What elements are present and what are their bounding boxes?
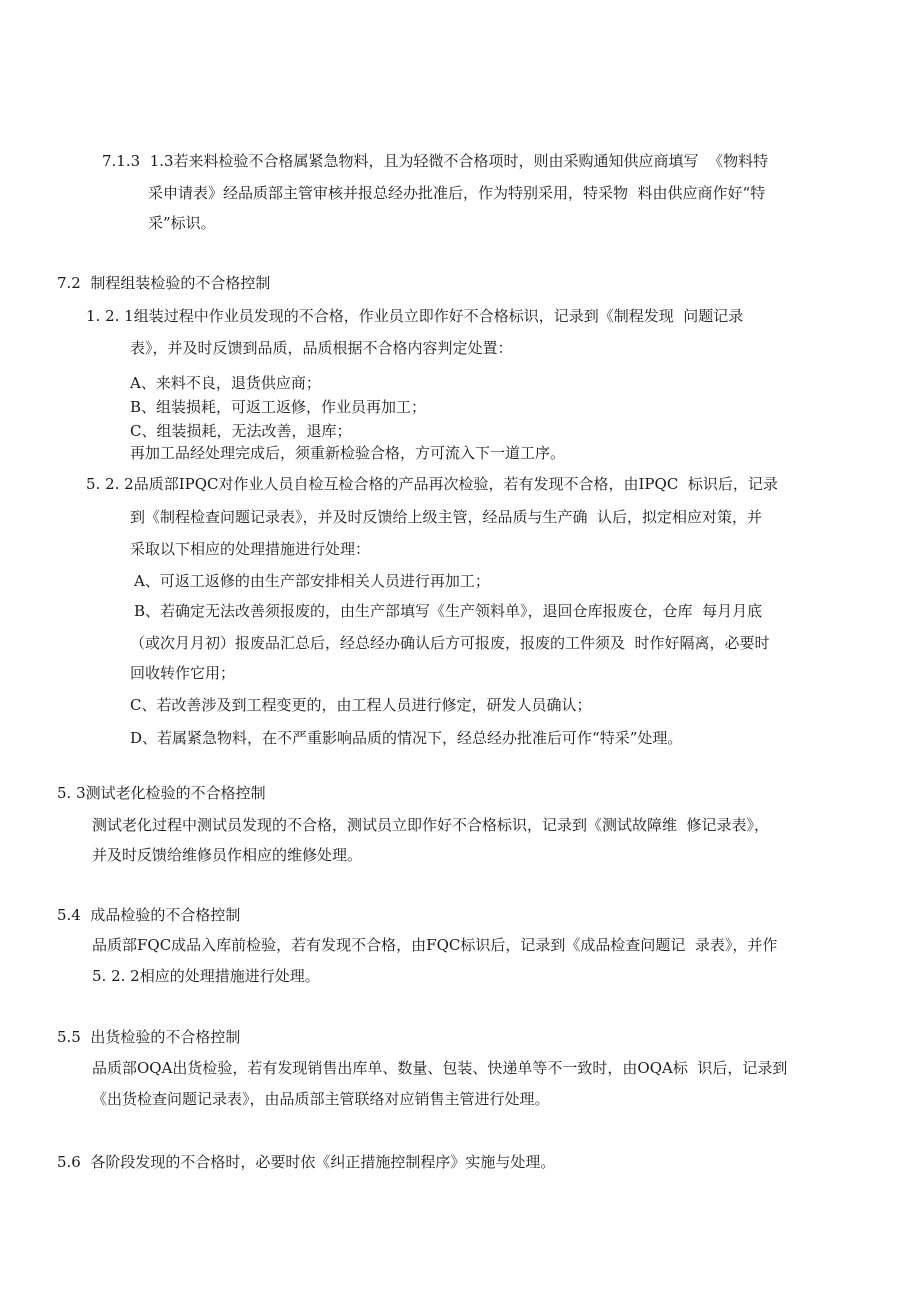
section-5-4-line-2: 5. 2. 2相应的处理措施进行处理。 xyxy=(92,967,320,985)
section-7-1-3-line-1: 7.1.3 1.3若来料检验不合格属紧急物料，且为轻微不合格项时，则由采购通知供应商填写 《物料特 xyxy=(102,152,769,170)
section-7-1-3-line-2: 采申请表》经品质部主管审核并报总经办批准后，作为特别采用，特采物 料由供应商作好“特 xyxy=(148,184,766,202)
section-5-5-heading: 5.5 出货检验的不合格控制 xyxy=(57,1028,241,1046)
item-5-2-2-option-d: D、若属紧急物料，在不严重影响品质的情况下，经总经办批准后可作“特采”处理。 xyxy=(130,729,683,747)
item-1-2-1-option-c: C、组装损耗，无法改善，退库； xyxy=(130,422,352,440)
item-1-2-1-option-b: B、组装损耗，可返工返修，作业员再加工； xyxy=(130,398,427,416)
section-7-2-heading: 7.2 制程组装检验的不合格控制 xyxy=(57,274,271,292)
item-5-2-2-line-1: 5. 2. 2品质部IPQC对作业人员自检互检合格的产品再次检验，若有发现不合格，由IPQC 标识后，记录 xyxy=(86,475,778,493)
section-5-6-heading: 5.6 各阶段发现的不合格时，必要时依《纠正措施控制程序》实施与处理。 xyxy=(57,1153,556,1171)
section-5-5-line-2: 《出货检查问题记录表》，由品质部主管联络对应销售主管进行处理。 xyxy=(92,1090,550,1108)
item-1-2-1-line-1: 1. 2. 1组装过程中作业员发现的不合格，作业员立即作好不合格标识，记录到《制程发现 问题记录 xyxy=(86,307,744,325)
section-5-4-heading: 5.4 成品检验的不合格控制 xyxy=(57,906,241,924)
item-1-2-1-option-a: A、来料不良，退货供应商； xyxy=(130,374,321,392)
item-5-2-2-option-a: A、可返工返修的由生产部安排相关人员进行再加工； xyxy=(134,572,490,590)
item-5-2-2-option-b-line-2: （或次月月初）报废品汇总后，经总经办确认后方可报废，报废的工件须及 时作好隔离，必要时 xyxy=(130,634,770,652)
section-5-5-line-1: 品质部OQA出货检验，若有发现销售出库单、数量、包装、快递单等不一致时，由OQA标 识后，记录到 xyxy=(92,1059,788,1077)
item-1-2-1-line-2: 表》，并及时反馈到品质，品质根据不合格内容判定处置： xyxy=(130,339,513,357)
item-5-2-2-line-3: 采取以下相应的处理措施进行处理： xyxy=(130,540,371,558)
section-7-1-3-line-3: 采”标识。 xyxy=(148,214,216,232)
section-5-3-line-2: 并及时反馈给维修员作相应的维修处理。 xyxy=(92,846,363,864)
section-5-3-heading: 5. 3测试老化检验的不合格控制 xyxy=(57,784,266,802)
section-5-3-line-1: 测试老化过程中测试员发现的不合格，测试员立即作好不合格标识，记录到《测试故障维 修记录表》， xyxy=(92,816,770,834)
item-5-2-2-option-b-line-3: 回收转作它用； xyxy=(130,664,236,682)
item-5-2-2-line-2: 到《制程检查问题记录表》，并及时反馈给上级主管，经品质与生产确 认后，拟定相应对策，并 xyxy=(130,508,763,526)
item-5-2-2-option-b-line-1: B、若确定无法改善须报废的，由生产部填写《生产领料单》，退回仓库报废仓，仓库 每月月底 xyxy=(134,602,763,620)
item-1-2-1-note: 再加工品经处理完成后，须重新检验合格，方可流入下一道工序。 xyxy=(130,444,566,462)
item-5-2-2-option-c: C、若改善涉及到工程变更的，由工程人员进行修定，研发人员确认； xyxy=(130,696,592,714)
section-5-4-line-1: 品质部FQC成品入库前检验，若有发现不合格，由FQC标识后，记录到《成品检查问题记 录表》，并作 xyxy=(92,936,778,954)
